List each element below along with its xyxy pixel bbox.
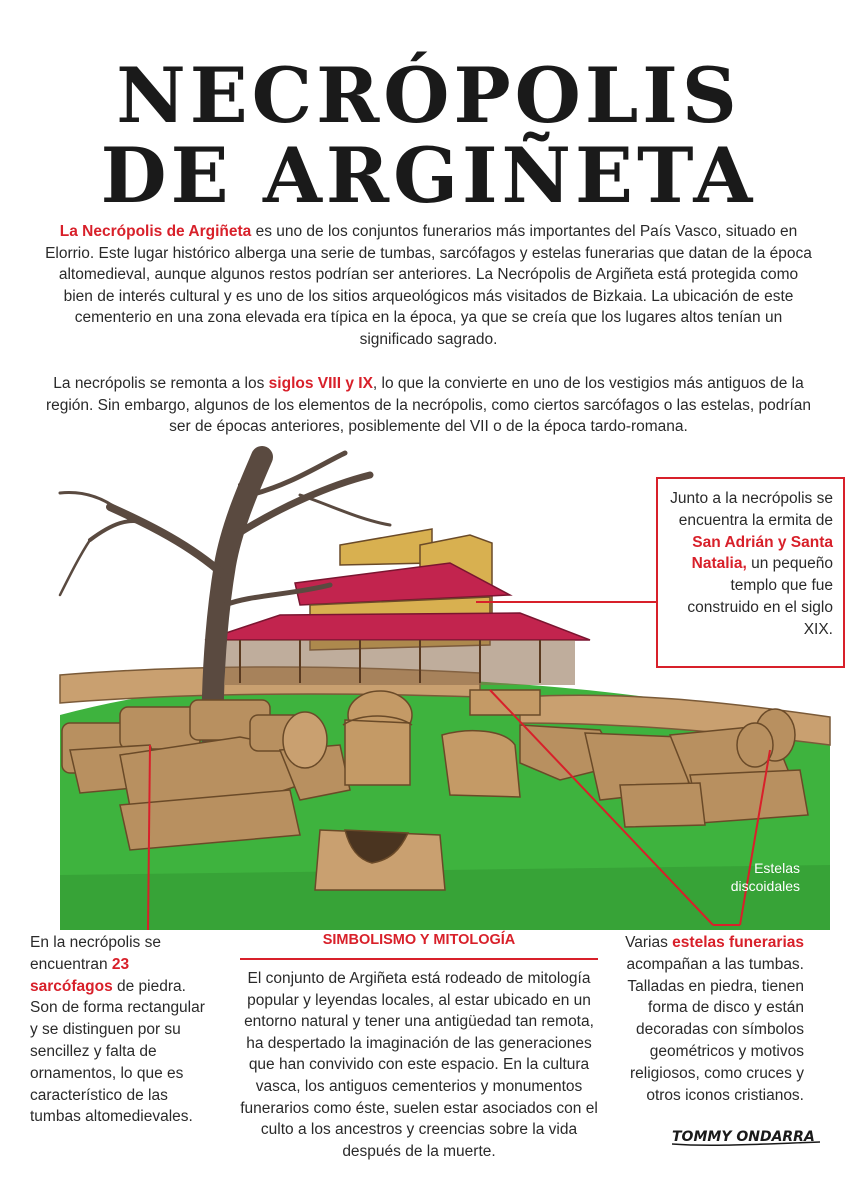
front-u-stone <box>315 830 445 890</box>
sarcophagi-caption-rest: de piedra. Son de forma rectangular y se distinguen por su sencillez y falta de ornamentos, lo que es característico de las tumbas altomedievales. <box>30 977 205 1126</box>
centuries-highlight: siglos VIII y IX <box>268 375 373 392</box>
ermita-name: San Adrián y Santa Natalia, <box>691 533 833 573</box>
title-line-2: DE ARGIÑETA <box>100 131 757 220</box>
intro-2-rest: , lo que la convierte en uno de los vestigios más antiguos de la región. Sin embargo, algunos de los elementos de la necrópolis, como ciertos sarcófagos o las estelas, podrían ser de épocas anteriores, posiblemente del VII o de la época tardo-romana. <box>45 375 812 436</box>
heading-rule <box>240 958 598 960</box>
title-line-1: NECRÓPOLIS <box>116 51 741 140</box>
estelas-caption-rest: acompañan a las tumbas. Talladas en piedra, tienen forma de disco y están decoradas con símbolos geométricos y motivos religiosos, como cruces y otros iconos cristianos. <box>626 955 804 1104</box>
ermita-callout-rest: un pequeño templo que fue construido en el siglo XIX. <box>687 555 833 638</box>
intro-paragraph-2 <box>44 373 813 438</box>
intro-paragraph-1 <box>44 221 813 351</box>
intro-text: es uno de los conjuntos funerarios más importantes del País Vasco, situado en Elorrio. Este lugar histórico alberga una serie de tumbas, sarcófagos y estelas funerarias que datan de la época altomedieval, aunque algunos restos podrían ser anteriores. La Necrópolis de Argiñeta está protegida como bien de interés cultural y es uno de los sitios arqueológicos más visitados de Bizkaia. La ubicación de este cementerio en una zona elevada era típica en la época, ya que se creía que los lugares altos tenían un significado sagrado. <box>45 223 812 348</box>
ermita-callout-start: Junto a la necrópolis se encuentra la ermita de <box>670 490 833 529</box>
ermita-callout <box>656 477 845 668</box>
intro-2-start: La necrópolis se remonta a los <box>53 375 269 392</box>
estelas-caption <box>614 932 804 1106</box>
symbolism-heading: SIMBOLISMO Y MITOLOGÍA <box>322 932 516 948</box>
symbolism-body: El conjunto de Argiñeta está rodeado de mitología popular y leyendas locales, al estar ubicado en un entorno natural y tener una antigüedad tan remota, ha despertado la imaginación de las generaciones que han convivido con este espacio. En la cultura vasca, los antiguos cementerios y monumentos funerarios como éste, suelen estar asociados con el culto a los ancestros y creencias sobre la vida después de la muerte. <box>240 970 598 1160</box>
signature-text: TOMMY ONDARRA <box>672 1129 815 1145</box>
estelas-caption-start: Varias <box>625 934 673 951</box>
ermita-chapel <box>205 529 590 685</box>
sarcophagi-count: 23 sarcófagos <box>30 955 130 995</box>
estelas-highlight: estelas funerarias <box>672 934 804 951</box>
sarcophagi-caption <box>30 932 215 1128</box>
stele-disc-left <box>283 712 327 768</box>
estelas-label: Estelas discoidales <box>730 860 800 894</box>
artist-signature <box>672 1122 822 1148</box>
sarcophagi-caption-start: En la necrópolis se encuentran <box>30 934 161 973</box>
intro-highlight: La Necrópolis de Argiñeta <box>59 223 252 240</box>
